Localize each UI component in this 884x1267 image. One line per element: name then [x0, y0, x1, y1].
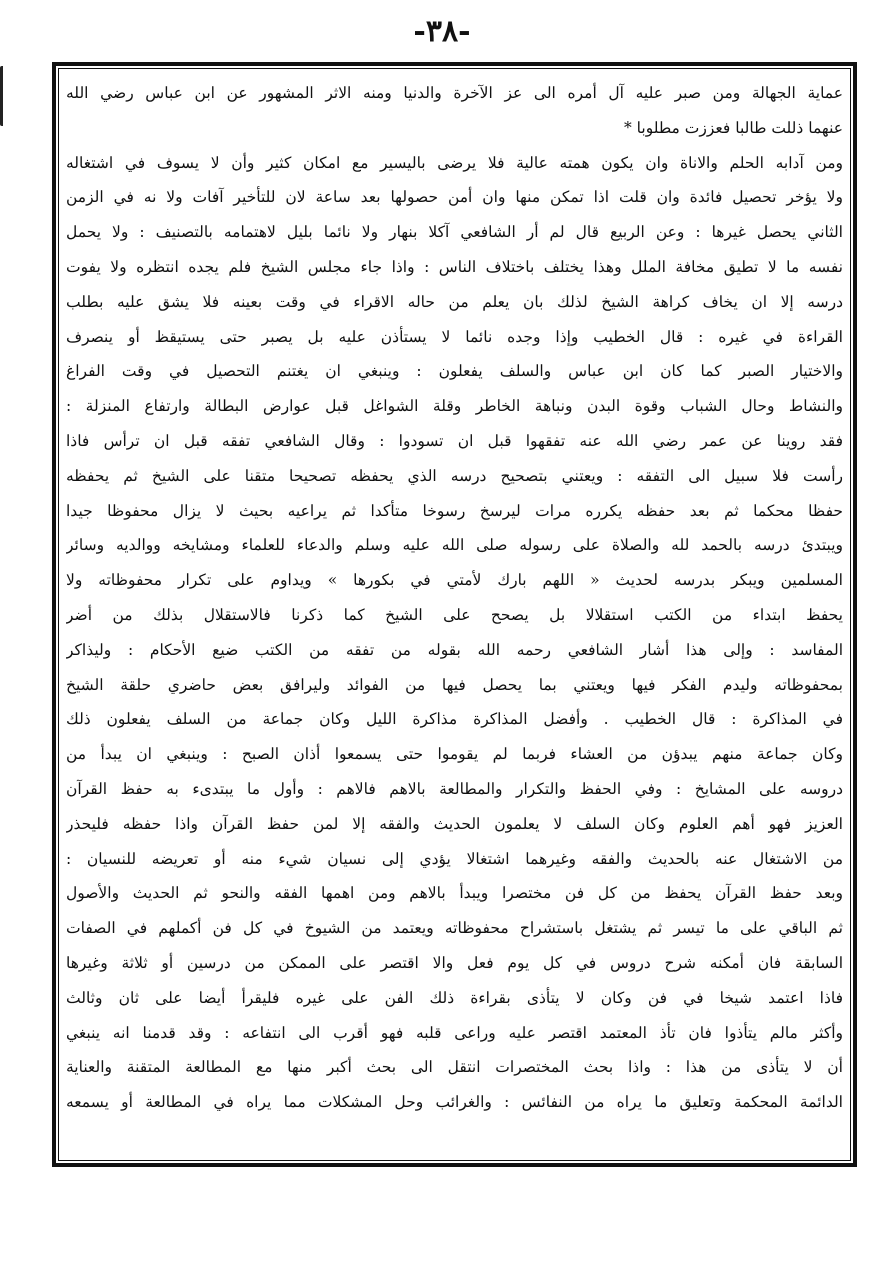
text-line: الثاني يحصل غيرها : وعن الربيع قال لم أر الشافعي آكلا بنهار ولا نائما بليل لاهتمامه بالتصنيف : ولا يحمل: [66, 223, 843, 242]
text-line: درسه إلا ان يخاف كراهة الشيخ لذلك بان يعلم من حاله الاقراء في وقت بعينه فلا يشق عليه بطلب: [66, 292, 843, 311]
page-number: -٣٨-: [413, 14, 471, 49]
text-line: يحفظ ابتداء من الكتب استقلالا بل يصحح على الشيخ كما ذكرنا فالاستقلال بذلك من أضر: [66, 605, 843, 624]
text-line: المفاسد : وإلى هذا أشار الشافعي رحمه الله بقوله من تفقه من الكتب ضيع الأحكام : وليذاكر: [66, 640, 843, 659]
text-line: القراءة في غيره : قال الخطيب وإذا وجده نائما لا يستأذن عليه بل يصبر حتى يستيقظ أو ينصرف: [66, 327, 843, 346]
text-line: وأكثر مالم يتأذوا فان تأذ المعتمد اقتصر عليه وراعى قلبه فهو أقرب الى انتفاعه : وقد قدمنا انه ينبغي: [66, 1023, 843, 1042]
text-line: السابقة فان أمكنه شرح دروس في كل يوم فعل والا اقتصر على الممكن من درسين أو ثلاثة وغيرها: [66, 953, 843, 972]
text-line: الدائمة المحكمة وتعليق ما يراه من النفائس : والغرائب وحل المشكلات مما يراه في المطالعة أو يسمعه: [66, 1093, 843, 1112]
text-line: والاختيار الصبر كما كان ابن عباس والسلف يفعلون : وينبغي ان يغتنم التحصيل في وقت الفراغ: [66, 362, 843, 381]
text-line: رأست فلا سبيل الى التفقه : ويعتني بتصحيح درسه الذي يحفظه تصحيحا متقنا على الشيخ ثم يحفظه: [66, 466, 843, 485]
text-line: العزيز فهو أهم العلوم وكان السلف لا يعلمون الحديث والفقه إلا لمن حفظ القرآن واذا حفظه فليحذر: [66, 814, 843, 833]
text-line: فقد روينا عن عمر رضي الله عنه تفقهوا قبل ان تسودوا : وقال الشافعي تفقه قبل ان ترأس فاذا: [66, 431, 843, 450]
text-line: المسلمين ويبكر بدرسه لحديث « اللهم بارك لأمتي في بكورها » ويداوم على تكرار محفوظاته ولا: [66, 571, 843, 590]
main-text: [66, 76, 843, 1156]
text-line: عماية الجهالة ومن صبر عليه آل أمره الى عز الآخرة والدنيا ومنه الاثر المشهور عن ابن عباس رضي الله: [66, 84, 843, 102]
text-line: نفسه ما لا تطيق مخافة الملل وهذا يختلف باختلاف الناس : واذا جاء مجلس الشيخ فلم يجده انتظره ولا يفوت: [66, 257, 843, 276]
text-line: دروسه على المشايخ : وفي الحفظ والتكرار والمطالعة بالاهم فالاهم : وأول ما يبتدىء به حفظ القرآن: [66, 779, 843, 798]
text-line: والنشاط وحال الشباب وقوة البدن ونباهة الخاطر وقلة الشواغل قبل عوارض البطالة وارتفاع المنزلة :: [66, 397, 843, 416]
margin-mark: [0, 66, 9, 126]
text-line: من الاشتغال عنه بالحديث والفقه وغيرهما اشتغالا يؤدي إلى نسيان شيء منه أو تعريضه للنسيان :: [66, 849, 843, 868]
text-line: في المذاكرة : قال الخطيب . وأفضل المذاكرة مذاكرة الليل وكان جماعة من السلف يفعلون ذلك: [66, 710, 843, 729]
text-line: ويبتدئ درسه بالحمد لله والصلاة على رسوله صلى الله عليه وسلم والدعاء للعلماء ومشايخه ووالديه وسائر: [66, 536, 843, 555]
text-line: بمحفوظاته وليدم الفكر فيها ويعتني بما يحصل فيها من الفوائد وليرافق بعض حاضري حلقة الشيخ: [66, 675, 843, 694]
text-line: وكان جماعة منهم يبدؤن من العشاء فربما لم يقوموا حتى يسمعوا أذان الصبح : وينبغي ان يبدأ من: [66, 745, 843, 764]
text-line: أن لا يتأذى من هذا : واذا بحث المختصرات انتقل الى بحث أكبر منها مع المطالعة المتقنة والعناية: [66, 1058, 843, 1077]
text-line: ولا يؤخر تحصيل فائدة وان قلت اذا تمكن منها وان أمن حصولها بعد ساعة لان للتأخير آفات ولا نه في الزمن: [66, 188, 843, 207]
text-line: ومن آدابه الحلم والاناة وان يكون همته عالية فلا يرضى باليسير مع امكان كثير وأن لا يسوف في اشتغاله: [66, 153, 843, 172]
text-line: حفظا محكما ثم بعد حفظه يكرره مرات ليرسخ رسوخا متأكدا ثم يراعيه بحيث لا يزال محفوظا جيدا: [66, 501, 843, 520]
text-line: فاذا اعتمد شيخا في فن وكان لا يتأذى بقراءة ذلك الفن على غيره فليقرأ أيضا على ثان وثالث: [66, 988, 843, 1007]
text-line: ثم الباقي على ما تيسر ثم يشتغل باستشراح محفوظاته ويعتمد من الشيوخ في كل فن أكملهم في الصفات: [66, 919, 843, 938]
text-line: وبعد حفظ القرآن يحفظ من كل فن مختصرا ويبدأ بالاهم ومن اهمها الفقه والنحو ثم الحديث والأصول: [66, 884, 843, 903]
text-line: عنهما ذللت طالبا فعززت مطلوبا *: [623, 118, 843, 137]
